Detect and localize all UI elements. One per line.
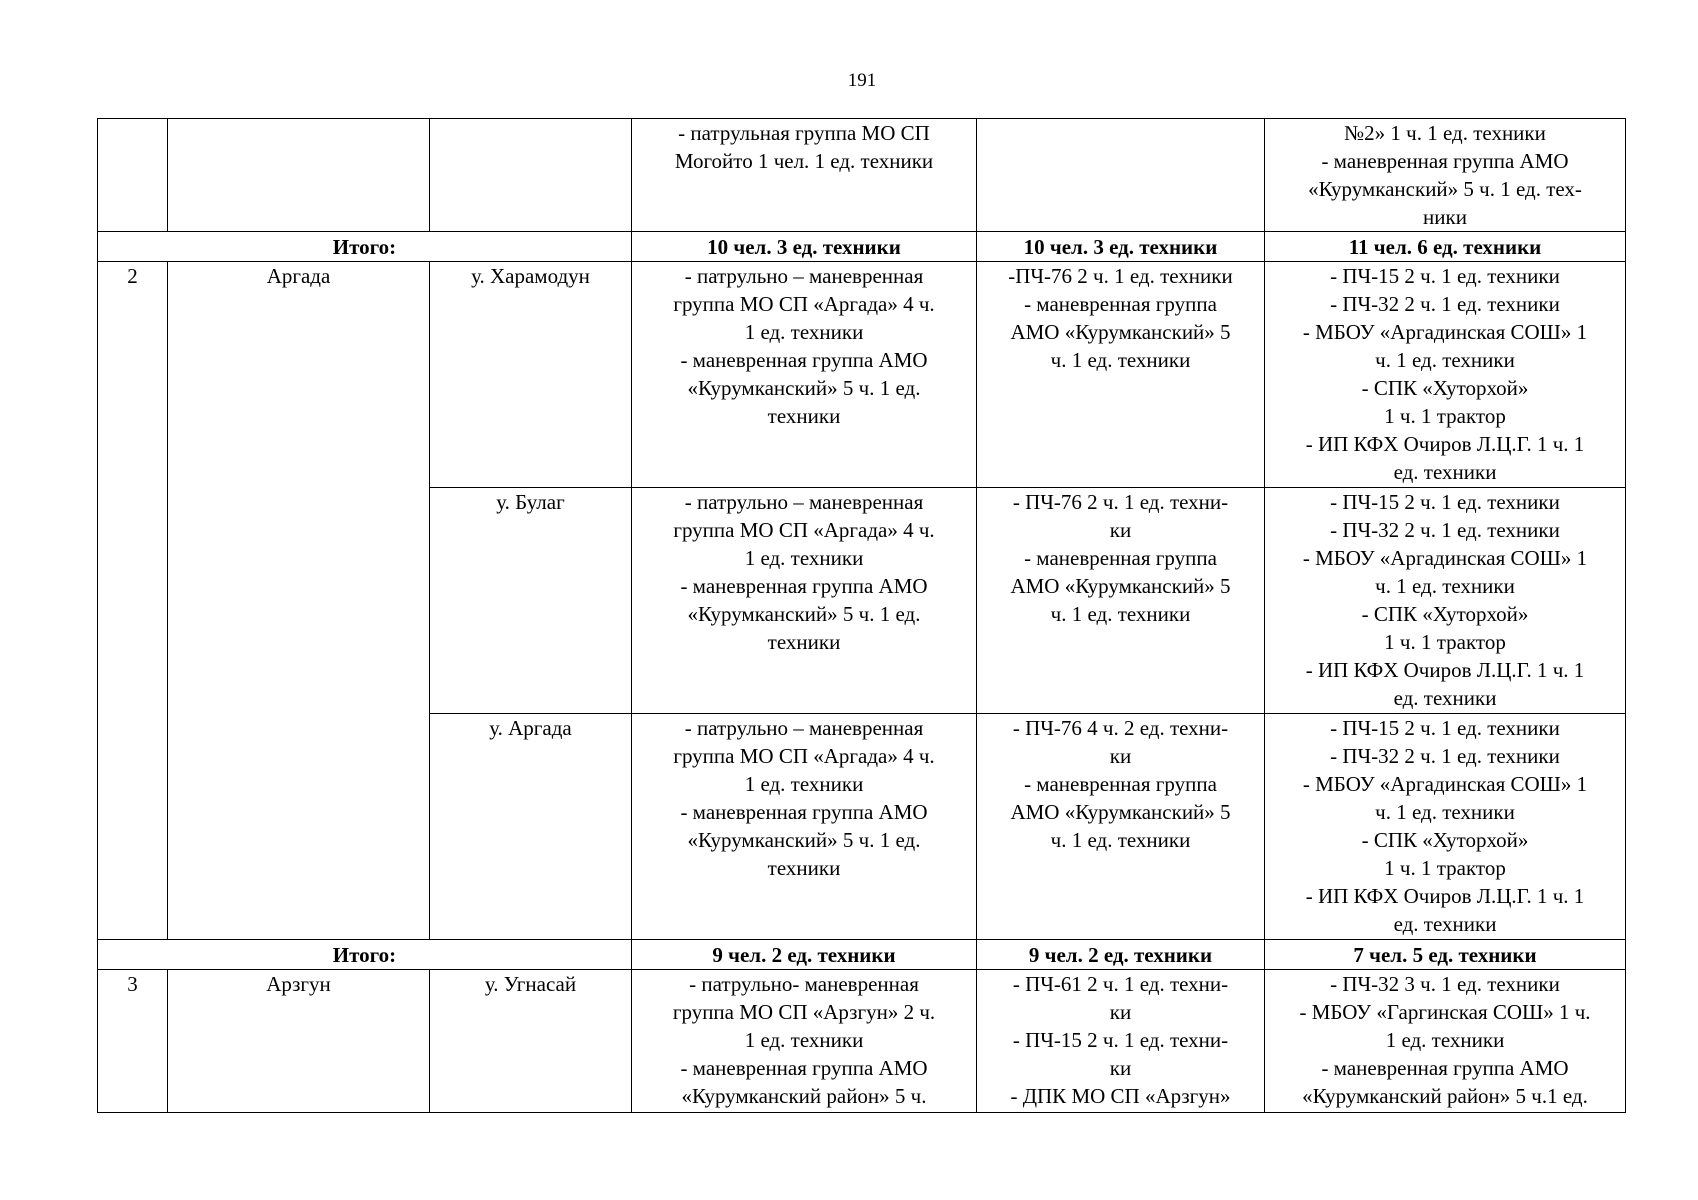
cell-text-line: ч. 1 ед. техники	[1375, 574, 1515, 598]
cell-text-line: - патрульная группа МО СП	[678, 121, 930, 145]
cell-text-line: - ПЧ-15 2 ч. 1 ед. техники	[1330, 490, 1560, 514]
forces-patrol-cell	[632, 262, 977, 488]
cell-text-line: - патрульно – маневренная	[684, 490, 924, 514]
cell-text-line: - МБОУ «Аргадинская СОШ» 1	[1302, 546, 1588, 570]
cell-text-line: «Курумканский» 5 ч. 1 ед.	[687, 602, 921, 626]
locality-cell: у. Харамодун	[430, 262, 632, 488]
cell-text-line: 1 ед. техники	[744, 320, 864, 344]
cell-text-line: «Курумканский» 5 ч. 1 ед.	[687, 828, 921, 852]
cell-text-line: - маневренная группа АМО	[1321, 1056, 1569, 1080]
forces-fire-cell	[977, 970, 1265, 1113]
cell-text-line: - ПЧ-32 2 ч. 1 ед. техники	[1330, 518, 1560, 542]
table-row	[98, 970, 1626, 1113]
cell-text-line: техники	[767, 404, 841, 428]
cell-text-line: 1 ч. 1 трактор	[1384, 404, 1506, 428]
cell-text-line: Могойто 1 чел. 1 ед. техники	[674, 149, 934, 173]
page-number: 191	[847, 70, 877, 91]
cell-text-line: АМО «Курумканский» 5	[1010, 320, 1231, 344]
forces-reserve-cell	[1265, 119, 1626, 232]
forces-fire-cell	[977, 714, 1265, 940]
total-reserve: 7 чел. 5 ед. техники	[1265, 940, 1626, 970]
cell-text-line: - ПЧ-32 2 ч. 1 ед. техники	[1330, 292, 1560, 316]
total-fire: 9 чел. 2 ед. техники	[977, 940, 1265, 970]
cell-text-line: ч. 1 ед. техники	[1375, 348, 1515, 372]
cell-text-line: ед. техники	[1393, 912, 1497, 936]
forces-fire-cell	[977, 262, 1265, 488]
cell-text-line: - ДПК МО СП «Арзгун»	[1010, 1084, 1231, 1108]
cell-text-line: группа МО СП «Аргада» 4 ч.	[673, 744, 935, 768]
locality-cell	[430, 119, 632, 232]
cell-text-line: ед. техники	[1393, 686, 1497, 710]
row-number-cell: 2	[98, 262, 168, 940]
cell-text-line: - патрульно – маневренная	[684, 264, 924, 288]
cell-text-line: - ПЧ-76 2 ч. 1 ед. техни-	[1012, 490, 1229, 514]
cell-text-line: ники	[1423, 205, 1467, 229]
total-row	[98, 940, 1626, 970]
cell-text-line: 1 ед. техники	[744, 546, 864, 570]
cell-text-line: 1 ч. 1 трактор	[1384, 856, 1506, 880]
cell-text-line: 1 ед. техники	[1385, 1028, 1505, 1052]
cell-text-line: -ПЧ-76 2 ч. 1 ед. техники	[1008, 264, 1233, 288]
cell-text-line: - патрульно – маневренная	[684, 716, 924, 740]
cell-text-line: - МБОУ «Аргадинская СОШ» 1	[1302, 320, 1588, 344]
cell-text-line: - ПЧ-15 2 ч. 1 ед. техни-	[1012, 1028, 1229, 1052]
response-forces-table	[97, 118, 1626, 1113]
cell-text-line: - ПЧ-32 3 ч. 1 ед. техники	[1330, 972, 1560, 996]
forces-fire-cell	[977, 488, 1265, 714]
locality-cell: у. Булаг	[430, 488, 632, 714]
cell-text-line: 1 ед. техники	[744, 1028, 864, 1052]
row-number-cell: 3	[98, 970, 168, 1113]
cell-text-line: группа МО СП «Аргада» 4 ч.	[673, 518, 935, 542]
cell-text-line: - СПК «Хуторхой»	[1361, 602, 1529, 626]
table-row	[98, 262, 1626, 488]
cell-text-line: - МБОУ «Аргадинская СОШ» 1	[1302, 772, 1588, 796]
cell-text-line: - ПЧ-15 2 ч. 1 ед. техники	[1330, 716, 1560, 740]
cell-text-line: ки	[1109, 518, 1132, 542]
cell-text-line: ч. 1 ед. техники	[1375, 800, 1515, 824]
forces-patrol-cell	[632, 970, 977, 1113]
cell-text-line: - ПЧ-15 2 ч. 1 ед. техники	[1330, 264, 1560, 288]
forces-fire-cell	[977, 119, 1265, 232]
cell-text-line: - маневренная группа АМО	[680, 800, 928, 824]
total-fire: 10 чел. 3 ед. техники	[977, 232, 1265, 262]
total-patrol: 10 чел. 3 ед. техники	[632, 232, 977, 262]
cell-text-line: - ПЧ-32 2 ч. 1 ед. техники	[1330, 744, 1560, 768]
locality-cell: у. Аргада	[430, 714, 632, 940]
cell-text-line: - маневренная группа АМО	[680, 348, 928, 372]
cell-text-line: - ИП КФХ Очиров Л.Ц.Г. 1 ч. 1	[1305, 432, 1585, 456]
settlement-cell: Арзгун	[168, 970, 430, 1113]
cell-text-line: - СПК «Хуторхой»	[1361, 376, 1529, 400]
total-label: Итого:	[98, 940, 632, 970]
cell-text-line: - патрульно- маневренная	[689, 972, 919, 996]
total-reserve: 11 чел. 6 ед. техники	[1265, 232, 1626, 262]
cell-text-line: - СПК «Хуторхой»	[1361, 828, 1529, 852]
forces-reserve-cell	[1265, 262, 1626, 488]
cell-text-line: техники	[767, 630, 841, 654]
cell-text-line: ки	[1109, 744, 1132, 768]
cell-text-line: - маневренная группа	[1024, 546, 1217, 570]
total-patrol: 9 чел. 2 ед. техники	[632, 940, 977, 970]
settlement-cell	[168, 119, 430, 232]
table-row	[98, 119, 1626, 232]
cell-text-line: - маневренная группа АМО	[680, 1056, 928, 1080]
total-label: Итого:	[98, 232, 632, 262]
cell-text-line: 1 ед. техники	[744, 772, 864, 796]
cell-text-line: группа МО СП «Аргада» 4 ч.	[673, 292, 935, 316]
cell-text-line: - ИП КФХ Очиров Л.Ц.Г. 1 ч. 1	[1305, 658, 1585, 682]
cell-text-line: «Курумканский район» 5 ч.1 ед.	[1302, 1084, 1588, 1108]
cell-text-line: - ИП КФХ Очиров Л.Ц.Г. 1 ч. 1	[1305, 884, 1585, 908]
cell-text-line: АМО «Курумканский» 5	[1010, 574, 1231, 598]
cell-text-line: - МБОУ «Гаргинская СОШ» 1 ч.	[1299, 1000, 1591, 1024]
cell-text-line: - маневренная группа АМО	[1321, 149, 1569, 173]
locality-cell: у. Угнасай	[430, 970, 632, 1113]
forces-reserve-cell	[1265, 714, 1626, 940]
cell-text-line: ки	[1109, 1000, 1132, 1024]
forces-patrol-cell	[632, 714, 977, 940]
cell-text-line: 1 ч. 1 трактор	[1384, 630, 1506, 654]
cell-text-line: ч. 1 ед. техники	[1050, 602, 1191, 626]
cell-text-line: - маневренная группа АМО	[680, 574, 928, 598]
forces-reserve-cell	[1265, 488, 1626, 714]
cell-text-line: - маневренная группа	[1024, 292, 1217, 316]
cell-text-line: техники	[767, 856, 841, 880]
cell-text-line: ч. 1 ед. техники	[1050, 348, 1191, 372]
cell-text-line: ч. 1 ед. техники	[1050, 828, 1191, 852]
cell-text-line: №2» 1 ч. 1 ед. техники	[1344, 121, 1546, 145]
total-row	[98, 232, 1626, 262]
cell-text-line: - ПЧ-76 4 ч. 2 ед. техни-	[1012, 716, 1229, 740]
settlement-cell: Аргада	[168, 262, 430, 940]
cell-text-line: «Курумканский» 5 ч. 1 ед. тех-	[1308, 177, 1582, 201]
forces-patrol-cell	[632, 119, 977, 232]
cell-text-line: группа МО СП «Арзгун» 2 ч.	[672, 1000, 936, 1024]
cell-text-line: ед. техники	[1393, 460, 1497, 484]
cell-text-line: «Курумканский» 5 ч. 1 ед.	[687, 376, 921, 400]
cell-text-line: «Курумканский район» 5 ч.	[681, 1084, 927, 1108]
cell-text-line: ки	[1109, 1056, 1132, 1080]
cell-text-line: - маневренная группа	[1024, 772, 1217, 796]
cell-text-line: АМО «Курумканский» 5	[1010, 800, 1231, 824]
cell-text-line: - ПЧ-61 2 ч. 1 ед. техни-	[1012, 972, 1229, 996]
forces-patrol-cell	[632, 488, 977, 714]
forces-reserve-cell	[1265, 970, 1626, 1113]
row-number-cell	[98, 119, 168, 232]
